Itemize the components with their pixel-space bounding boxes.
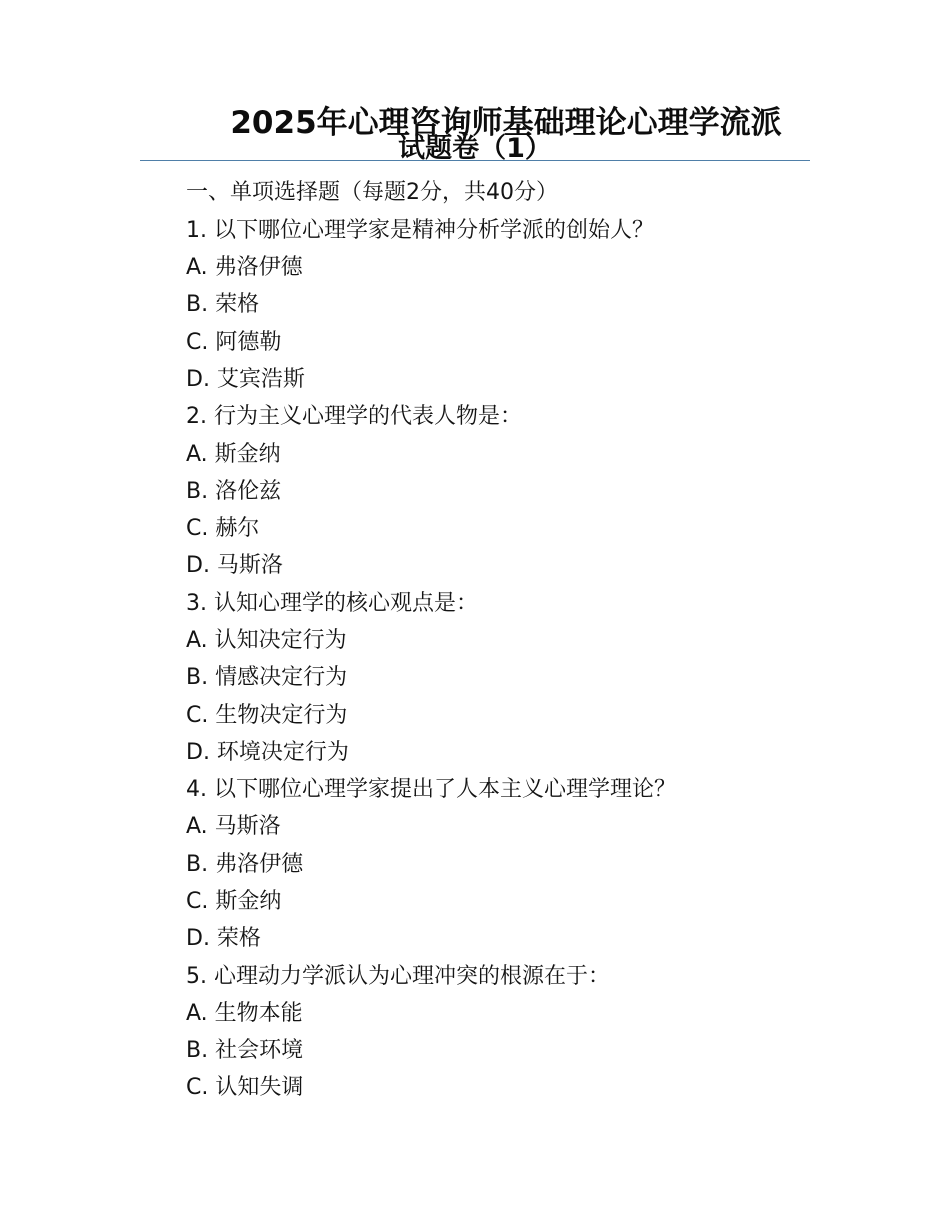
answer-option: A. 马斯洛	[186, 814, 281, 839]
title-line-2: 试题卷（1）	[398, 133, 552, 164]
answer-option: A. 弗洛伊德	[186, 255, 303, 280]
title-line-1: 2025年心理咨询师基础理论心理学流派	[230, 105, 782, 141]
answer-option: D. 环境决定行为	[186, 740, 349, 765]
answer-option: C. 阿德勒	[186, 330, 282, 355]
answer-option: A. 认知决定行为	[186, 628, 347, 653]
section-heading: 一、单项选择题（每题2分，共40分）	[186, 180, 558, 205]
answer-option: A. 生物本能	[186, 1001, 303, 1026]
question-stem: 1. 以下哪位心理学家是精神分析学派的创始人？	[186, 218, 654, 243]
answer-option: D. 马斯洛	[186, 553, 283, 578]
question-stem: 4. 以下哪位心理学家提出了人本主义心理学理论？	[186, 777, 676, 802]
answer-option: C. 认知失调	[186, 1075, 304, 1100]
answer-option: C. 赫尔	[186, 516, 260, 541]
question-stem: 3. 认知心理学的核心观点是：	[186, 591, 478, 616]
answer-option: D. 荣格	[186, 926, 261, 951]
answer-option: C. 斯金纳	[186, 889, 282, 914]
answer-option: B. 荣格	[186, 292, 260, 317]
answer-option: B. 洛伦兹	[186, 479, 282, 504]
question-stem: 5. 心理动力学派认为心理冲突的根源在于：	[186, 964, 610, 989]
title-divider	[140, 160, 810, 161]
question-stem: 2. 行为主义心理学的代表人物是：	[186, 404, 522, 429]
answer-option: C. 生物决定行为	[186, 703, 348, 728]
answer-option: A. 斯金纳	[186, 442, 281, 467]
document-title	[0, 0, 950, 170]
answer-option: B. 弗洛伊德	[186, 852, 304, 877]
answer-option: B. 社会环境	[186, 1038, 304, 1063]
answer-option: B. 情感决定行为	[186, 665, 348, 690]
answer-option: D. 艾宾浩斯	[186, 367, 305, 392]
